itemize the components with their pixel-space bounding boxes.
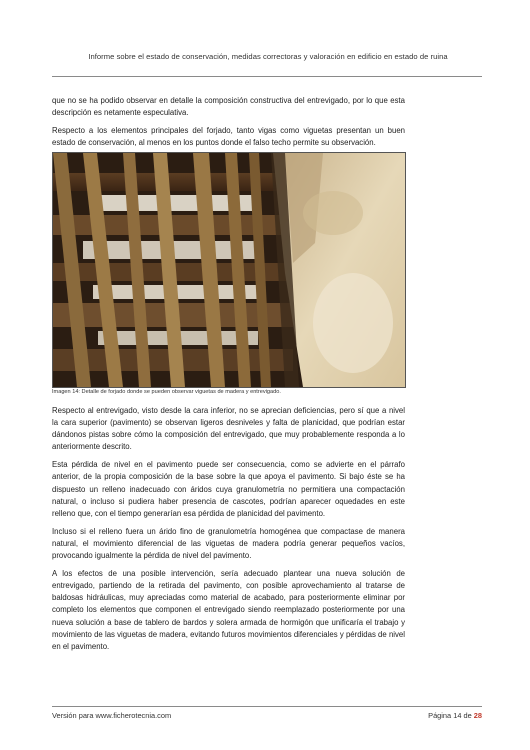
paragraph: que no se ha podido observar en detalle la composición constructiva del entrevigado, por lo que esta descripción es netamente especulativa.	[52, 96, 405, 118]
photo-illustration	[53, 153, 405, 387]
paragraph: Esta pérdida de nivel en el pavimento puede ser consecuencia, como se advierte en el párrafo anterior, de la propia composición de la base sobre la que apoya el pavimento. Si bajo éste se ha dispuesto un relleno inadecuado con áridos cuya granulometría no permitiera una compactación natural, o incluso si pudiera haber presencia de cascotes, podrían aparecer oquedades en este relleno que, con el tiempo generarían esa pérdida de planicidad del pavimento.	[52, 460, 405, 518]
paragraph: Respecto a los elementos principales del forjado, tanto vigas como viguetas presentan un buen estado de conservación, al menos en los puntos donde el falso techo permite su observación.	[52, 126, 405, 148]
header-divider	[52, 76, 482, 77]
image-caption: Imagen 14: Detalle de forjado donde se pueden observar viguetas de madera y entrevigado.	[52, 389, 281, 395]
paragraph: Incluso si el relleno fuera un árido fino de granulometría homogénea que compactase de manera natural, el movimiento diferencial de las viguetas de madera podría generar pequeños vacíos, provocando igualmente la pérdida de nivel del pavimento.	[52, 526, 405, 561]
body-text-top	[52, 95, 405, 149]
page-total: 28	[473, 711, 482, 720]
page-header: Informe sobre el estado de conservación, medidas correctoras y valoración en edificio en estado de ruina	[88, 52, 448, 61]
page-number-prefix: Página 14 de	[428, 711, 474, 720]
page-number	[428, 711, 482, 720]
floor-structure-photo	[52, 152, 406, 388]
paragraph: Respecto al entrevigado, visto desde la cara inferior, no se aprecian deficiencias, pero sí que a nivel la cara superior (pavimento) se observan ligeros desniveles y falta de planicidad, que podrían estar dándonos pistas sobre cómo la composición del entrevigado, que muy probablemente responda a lo anteriormente descrito.	[52, 406, 405, 452]
footer-divider	[52, 706, 482, 707]
footer-version: Versión para www.ficherotecnia.com	[52, 711, 172, 720]
body-text-bottom	[52, 405, 405, 653]
paragraph: A los efectos de una posible intervención, sería adecuado plantear una nueva solución de entrevigado, partiendo de la retirada del pavimento, con posible aprovechamiento al tratarse de baldosas hidráulicas, muy apreciadas como material de acabado, para posteriormente eliminar por completo los elementos que componen el entrevigado siendo reemplazado posteriormente por una nueva solución a base de tablero de bardos y solera armada de hormigón que unificaría el trabajo y movimiento de las viguetas de madera, evitando futuros movimientos diferenciales y pérdidas de nivel en el pavimento.	[52, 569, 405, 651]
